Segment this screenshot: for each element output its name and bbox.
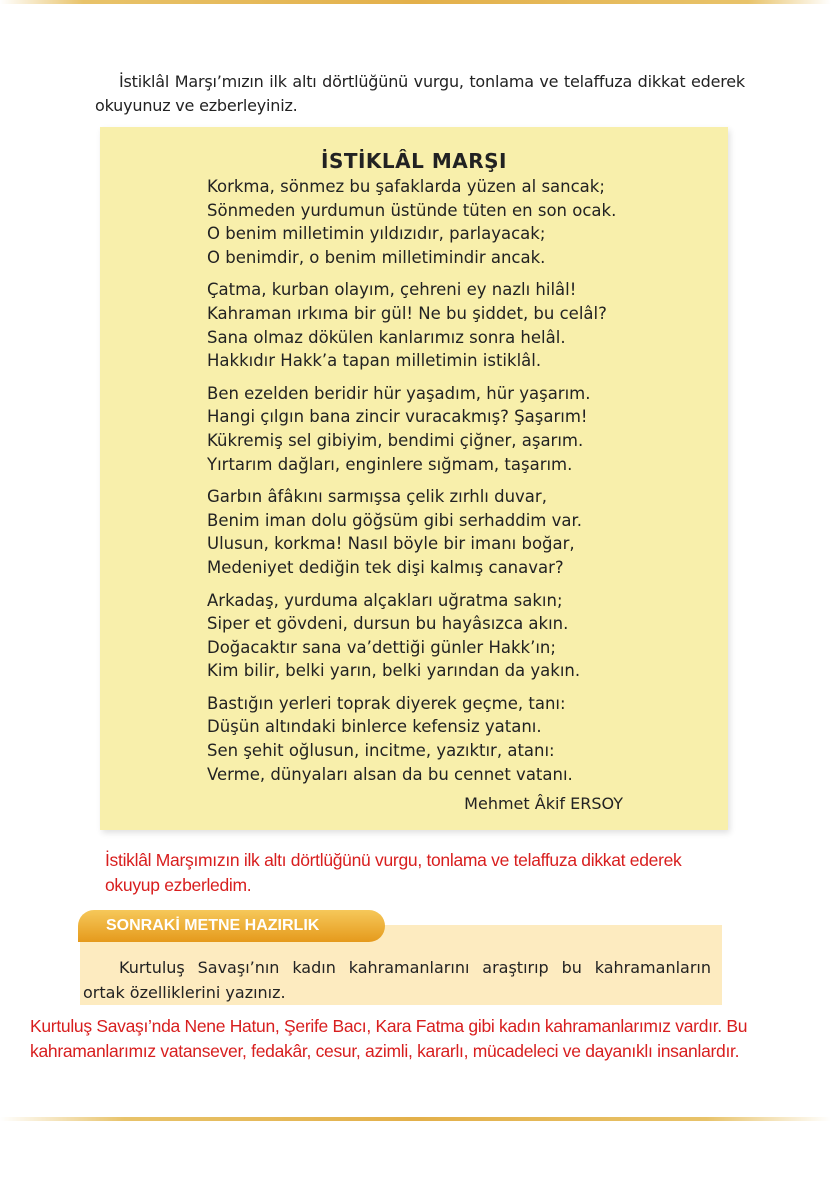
section-header: SONRAKİ METNE HAZIRLIK <box>78 910 385 942</box>
section-prompt: Kurtuluş Savaşı’nın kadın kahramanlarını araştırıp bu kahramanların ortak özelliklerini yazınız. <box>83 958 711 1002</box>
poem-line: Hakkıdır Hakk’a tapan milletimin istiklâl. <box>207 351 542 371</box>
poem-line: Sönmeden yurdumun üstünde tüten en son ocak. <box>207 200 617 220</box>
poem-line: Yırtarım dağları, enginlere sığmam, taşarım. <box>207 454 573 474</box>
poem-line: Hangi çılgın bana zincir vuracakmış? Şaşarım! <box>207 407 588 427</box>
poem-line: Bastığın yerleri toprak diyerek geçme, tanı: <box>207 693 566 713</box>
poem-line: Benim iman dolu göğsüm gibi serhaddim var. <box>207 510 582 530</box>
stanza <box>207 589 616 683</box>
poem-line: Çatma, kurban olayım, çehreni ey nazlı hilâl! <box>207 280 577 300</box>
instruction-text: İstiklâl Marşı’mızın ilk altı dörtlüğünü vurgu, tonlama ve telaffuza dikkat ederek okuyunuz ve ezberleyiniz. <box>95 72 745 115</box>
poem-author: Mehmet Âkif ERSOY <box>464 794 623 813</box>
poem-line: Sen şehit oğlusun, incitme, yazıktır, atanı: <box>207 741 555 761</box>
poem-line: Medeniyet dediğin tek dişi kalmış canavar? <box>207 557 564 577</box>
poem-line: O benim milletimin yıldızıdır, parlayacak; <box>207 224 546 244</box>
poem-line: Ben ezelden beridir hür yaşadım, hür yaşarım. <box>207 383 591 403</box>
stanza <box>207 485 616 579</box>
poem-line: Siper et gövdeni, dursun bu hayâsızca akın. <box>207 614 569 634</box>
poem-line: Ulusun, korkma! Nasıl böyle bir imanı boğar, <box>207 534 575 554</box>
poem-line: Sana olmaz dökülen kanlarımız sonra helâl. <box>207 327 566 347</box>
poem-line: Garbın âfâkını sarmışsa çelik zırhlı duvar, <box>207 487 547 507</box>
poem-line: Korkma, sönmez bu şafaklarda yüzen al sancak; <box>207 177 605 196</box>
poem-line: Düşün altındaki binlerce kefensiz yatanı. <box>207 717 542 737</box>
poem-line: Kahraman ırkıma bir gül! Ne bu şiddet, bu celâl? <box>207 303 607 323</box>
poem-line: Kükremiş sel gibiyim, bendimi çiğner, aşarım. <box>207 430 584 450</box>
poem-line: Doğacaktır sana va’dettiği günler Hakk’ın; <box>207 637 556 657</box>
poem-title: İSTİKLÂL MARŞI <box>321 149 507 173</box>
stanza <box>207 278 616 372</box>
poem-line: Verme, dünyaları alsan da bu cennet vatanı. <box>207 764 573 784</box>
poem-stanzas <box>207 175 616 795</box>
answer-text-1: İstiklâl Marşımızın ilk altı dörtlüğünü vurgu, tonlama ve telaffuza dikkat ederek okuyup ezberledim. <box>105 850 682 895</box>
stanza <box>207 175 616 269</box>
stanza <box>207 382 616 476</box>
answer-text-2: Kurtuluş Savaşı’nda Nene Hatun, Şerife Bacı, Kara Fatma gibi kadın kahramanlarımız vardır. Bu kahramanlarımız vatansever, fedakâr, cesur, azimli, kararlı, mücadeleci ve dayanıklı insanlardır. <box>30 1016 748 1061</box>
poem-line: Kim bilir, belki yarın, belki yarından da yakın. <box>207 661 581 681</box>
poem-line: O benimdir, o benim milletimindir ancak. <box>207 247 546 267</box>
poem-line: Arkadaş, yurduma alçakları uğratma sakın; <box>207 590 563 610</box>
top-rule <box>0 0 831 4</box>
bottom-rule <box>0 1117 831 1121</box>
stanza <box>207 692 616 786</box>
poem-card <box>100 127 728 830</box>
